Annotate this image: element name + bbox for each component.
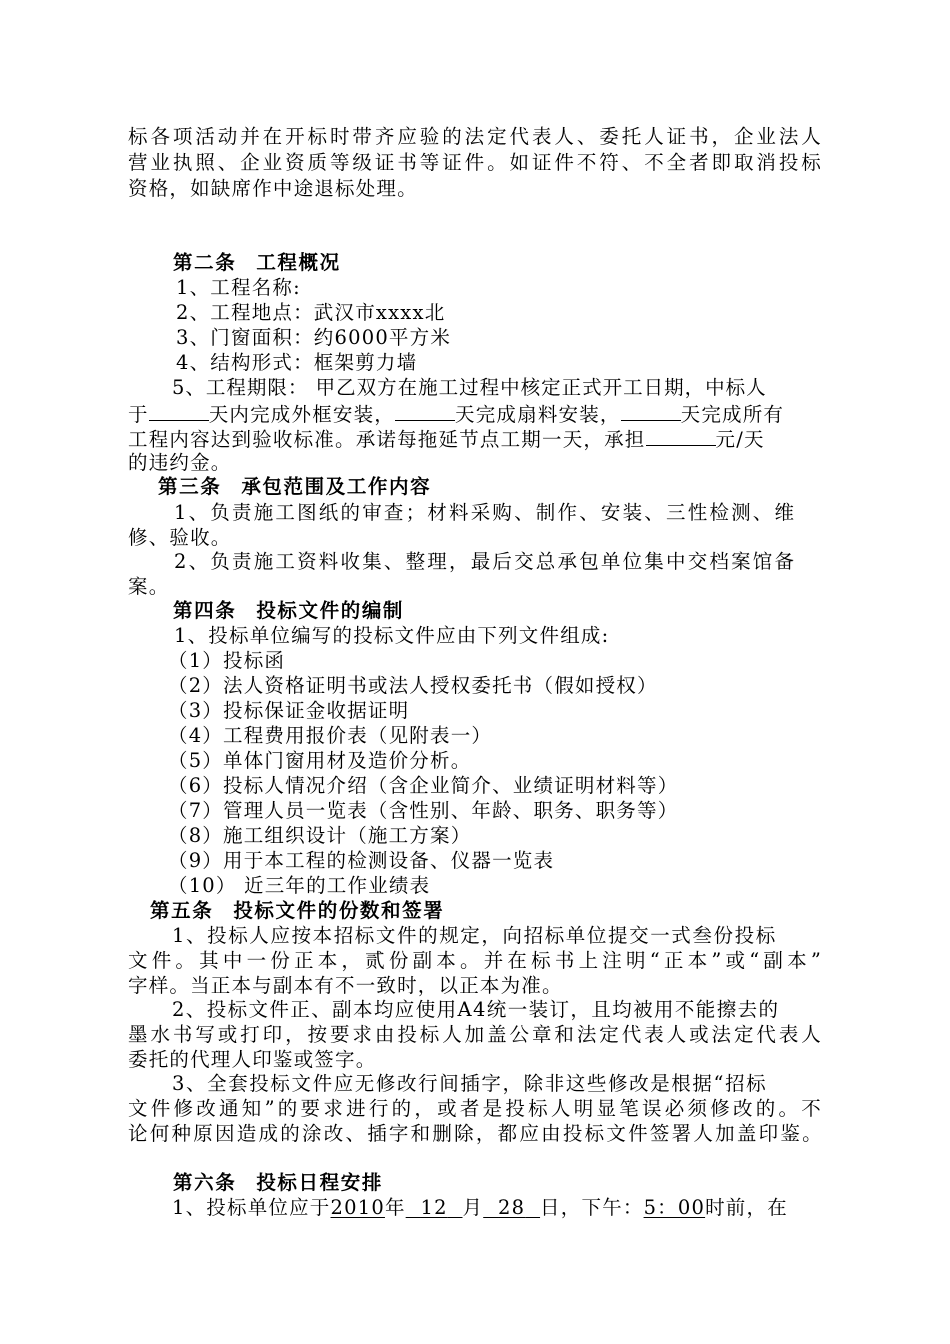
list-item: （1）投标函 (168, 649, 286, 672)
article-5-heading (150, 898, 444, 923)
fill-blank (621, 400, 681, 421)
paragraph-line: 文件。其中一份正本，贰份副本。并在标书上注明“正本”或“副本” (128, 949, 822, 972)
article-4-heading (173, 598, 404, 623)
article-2-heading (173, 250, 341, 275)
paragraph-line: 1、投标单位应于2010年 12 月 28 日，下午：5：00时前，在 (172, 1196, 788, 1219)
paragraph-line: 字样。当正本与副本有不一致时，以正本为准。 (128, 974, 563, 997)
article-number: 第六条 (173, 1171, 237, 1194)
list-item: 2、工程地点：武汉市xxxx北 (176, 301, 446, 324)
paragraph-line: 1、负责施工图纸的审查；材料采购、制作、安装、三性检测、维 (174, 501, 797, 524)
article-number: 第五条 (150, 899, 214, 922)
paragraph-line: 委托的代理人印鉴或签字。 (128, 1048, 377, 1071)
date-day: 28 (498, 1196, 526, 1219)
fill-blank (149, 400, 209, 421)
list-item: （9）用于本工程的检测设备、仪器一览表 (168, 849, 555, 872)
paragraph-line: 2、负责施工资料收集、整理，最后交总承包单位集中交档案馆备 (174, 550, 797, 573)
list-item: （5）单体门窗用材及造价分析。 (168, 749, 472, 772)
paragraph-line: 2、投标文件正、副本均应使用A4统一装订，且均被用不能擦去的 (172, 998, 780, 1021)
date-year: 2010 (330, 1196, 385, 1219)
paragraph-line: 文件修改通知”的要求进行的，或者是投标人明显笔误必须修改的。不 (128, 1097, 822, 1120)
paragraph-line: 修、验收。 (128, 526, 232, 549)
paragraph-line: 3、全套投标文件应无修改行间插字，除非这些修改是根据“招标 (172, 1072, 768, 1095)
list-item: （6）投标人情况介绍（含企业简介、业绩证明材料等） (168, 774, 679, 797)
paragraph-line: 的违约金。 (128, 451, 232, 474)
list-item: （8）施工组织设计（施工方案） (168, 824, 472, 847)
article-number: 第二条 (173, 251, 237, 274)
paragraph-line: 标各项活动并在开标时带齐应验的法定代表人、委托人证书，企业法人 (128, 125, 822, 148)
article-6-heading (173, 1170, 383, 1195)
article-3-heading (158, 474, 431, 499)
list-item: （2）法人资格证明书或法人授权委托书（假如授权） (168, 674, 658, 697)
paragraph-line: 1、投标单位编写的投标文件应由下列文件组成: (174, 624, 610, 647)
list-item: 4、结构形式：框架剪力墙 (176, 351, 418, 374)
list-item: 1、工程名称: (176, 276, 301, 299)
list-item: （4）工程费用报价表（见附表一） (168, 724, 493, 747)
deadline-time: 5：00 (643, 1196, 706, 1219)
list-item: 3、门窗面积：约6000平方米 (176, 326, 452, 349)
article-number: 第四条 (173, 599, 237, 622)
article-title: 投标日程安排 (256, 1171, 383, 1194)
fill-blank (646, 425, 716, 446)
fill-blank (395, 400, 455, 421)
paragraph-line: 工程内容达到验收标准。承诺每拖延节点工期一天，承担 元/天 (128, 425, 765, 450)
article-title: 承包范围及工作内容 (241, 475, 432, 498)
paragraph-line: 于 天内完成外框安装， 天完成扇料安装， 天完成所有 (128, 400, 784, 425)
paragraph-line: 论何种原因造成的涂改、插字和删除，都应由投标文件签署人加盖印鉴。 (128, 1122, 822, 1145)
article-title: 工程概况 (256, 251, 341, 274)
paragraph-line: 墨水书写或打印，按要求由投标人加盖公章和法定代表人或法定代表人 (128, 1023, 822, 1046)
paragraph-line: 案。 (128, 575, 170, 598)
list-item: （3）投标保证金收据证明 (168, 699, 410, 722)
article-title: 投标文件的编制 (256, 599, 405, 622)
list-item: （7）管理人员一览表（含性别、年龄、职务、职务等） (168, 799, 679, 822)
article-title: 投标文件的份数和签署 (233, 899, 445, 922)
paragraph-line: 资格，如缺席作中途退标处理。 (128, 177, 418, 200)
list-item: （10） 近三年的工作业绩表 (168, 874, 431, 897)
date-month: 12 (420, 1196, 448, 1219)
article-number: 第三条 (158, 475, 222, 498)
paragraph-line: 1、投标人应按本招标文件的规定，向招标单位提交一式叁份投标 (172, 924, 777, 947)
paragraph-line: 营业执照、企业资质等级证书等证件。如证件不符、不全者即取消投标 (128, 151, 822, 174)
list-item: 5、工程期限： 甲乙双方在施工过程中核定正式开工日期，中标人 (172, 376, 767, 399)
